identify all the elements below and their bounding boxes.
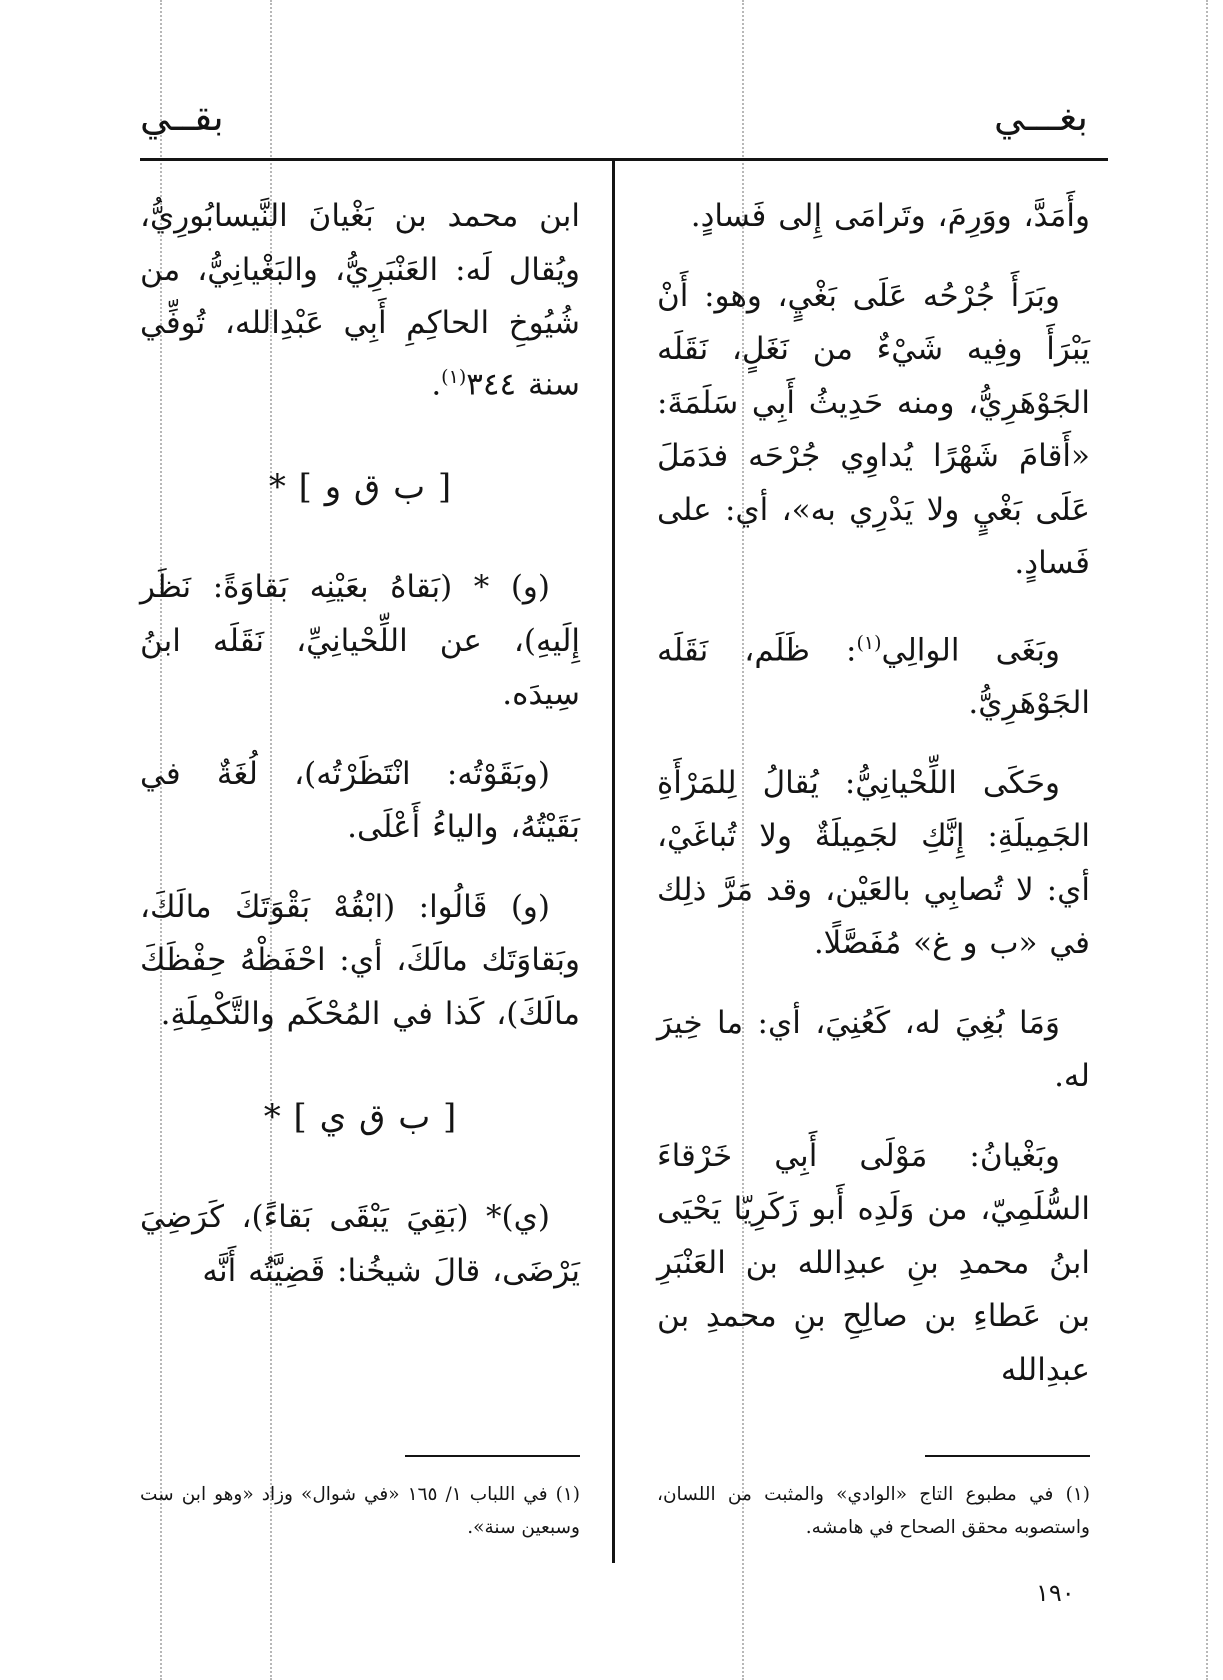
- dotted-guide-line: [1206, 0, 1208, 1680]
- paragraph: (ي)* (بَقِيَ يَبْقَى بَقاءً)، كَرَضِيَ يَرْضَى، قالَ شيخُنا: قَضِيَّتُه أَنَّه: [140, 1199, 580, 1289]
- page-number: ١٩٠: [1036, 1579, 1075, 1607]
- footnote-right: (١) في مطبوع التاج «الوادي» والمثبت من اللسان، واستصوبه محقق الصحاح في هامشه.: [657, 1484, 1090, 1538]
- paragraph-text: .: [431, 365, 442, 402]
- paragraph: [140, 190, 580, 411]
- paragraph-text: ابن محمد بن بَغْيانَ النَّيسابُورِيُّ، ويُقال لَه: العَنْبَرِيُّ، والبَغْيانِيُّ، من شُيُوخِ الحاكِمِ أَبِي عَبْدِالله، تُوفِّي سنة ٣٤٤: [140, 198, 580, 402]
- footnote-rule: [925, 1455, 1090, 1457]
- paragraph: وبَرَأَ جُرْحُه عَلَى بَغْيٍ، وهو: أَنْ يَبْرَأَ وفِيه شَيْءٌ من نَغَلٍ، نَقَلَه الجَوْهَرِيُّ، ومنه حَدِيثُ أَبِي سَلَمَةَ: «أَقامَ شَهْرًا يُداوِي جُرْحَه فدَمَلَ عَلَى بَغْيٍ ولا يَدْرِي به»، أي: على فَسادٍ.: [657, 277, 1090, 581]
- paragraph: (و) * (بَقاهُ بعَيْنِه بَقاوَةً: نَظَر إِلَيهِ)، عن اللِّحْيانِيِّ، نَقَلَه ابنُ سِيدَه.: [140, 569, 580, 713]
- header-left-word: بقــي: [140, 95, 224, 139]
- footnote-marker: (١): [856, 631, 882, 654]
- right-column: [657, 190, 1090, 1397]
- paragraph: (وبَقَوْتُه: انْتَظَرْتُه)، لُغَةٌ في بَقَيْتُهُ، والياءُ أَعْلَى.: [140, 755, 580, 846]
- paragraph-text: وبَغَى الوالِي: [881, 631, 1060, 668]
- column-divider: [612, 158, 615, 1563]
- paragraph: وحَكَى اللِّحْيانِيُّ: يُقالُ لِلمَرْأَةِ الجَمِيلَةِ: إِنَّكِ لجَمِيلَةٌ ولا تُباغَيْ، أي: لا تُصابِي بالعَيْن، وقد مَرَّ ذلِك في «ب و غ» مُفَصَّلًا.: [657, 764, 1090, 962]
- entry-heading: [ ب ق و ] *: [268, 467, 452, 508]
- paragraph-text: : ظَلَم، نَقَلَه الجَوْهَرِيُّ.: [657, 631, 1090, 722]
- header-rule: [140, 158, 1108, 161]
- paragraph: وبَغْيانُ: مَوْلَى أَبِي خَرْقاءَ السُّلَمِيّ، من وَلَدِه أَبو زَكَرِيّا يَحْيَى ابنُ محمدِ بنِ عبدِالله بن العَنْبَرِ بن عَطاءِ بن صالِحِ بنِ محمدِ بن عبدِالله: [657, 1137, 1090, 1388]
- paragraph: وأَمَدَّ، ووَرِمَ، وتَرامَى إِلى فَسادٍ.: [690, 198, 1090, 234]
- paragraph: (و) قَالُوا: (ابْقُهْ بَقْوَتَكَ مالَكَ، وبَقاوَتَك مالَكَ، أي: احْفَظْهُ حِفْظَكَ مالَكَ)، كَذا في المُحْكَم والتَّكْمِلَةِ.: [140, 888, 580, 1032]
- paragraph: [657, 617, 1090, 731]
- entry-heading: [ ب ق ي ] *: [263, 1097, 457, 1138]
- footnote-left: (١) في اللباب ١/ ١٦٥ «في شوال» وزاد «وهو ابن ست وسبعين سنة».: [140, 1484, 580, 1538]
- footnote-marker: (١): [441, 365, 467, 388]
- left-column: [140, 190, 580, 1298]
- footnote-rule: [405, 1455, 580, 1457]
- paragraph: وَمَا بُغِيَ له، كَعُنِيَ، أي: ما خِيرَ له.: [657, 1004, 1090, 1095]
- header-right-word: بغـــي: [994, 95, 1088, 139]
